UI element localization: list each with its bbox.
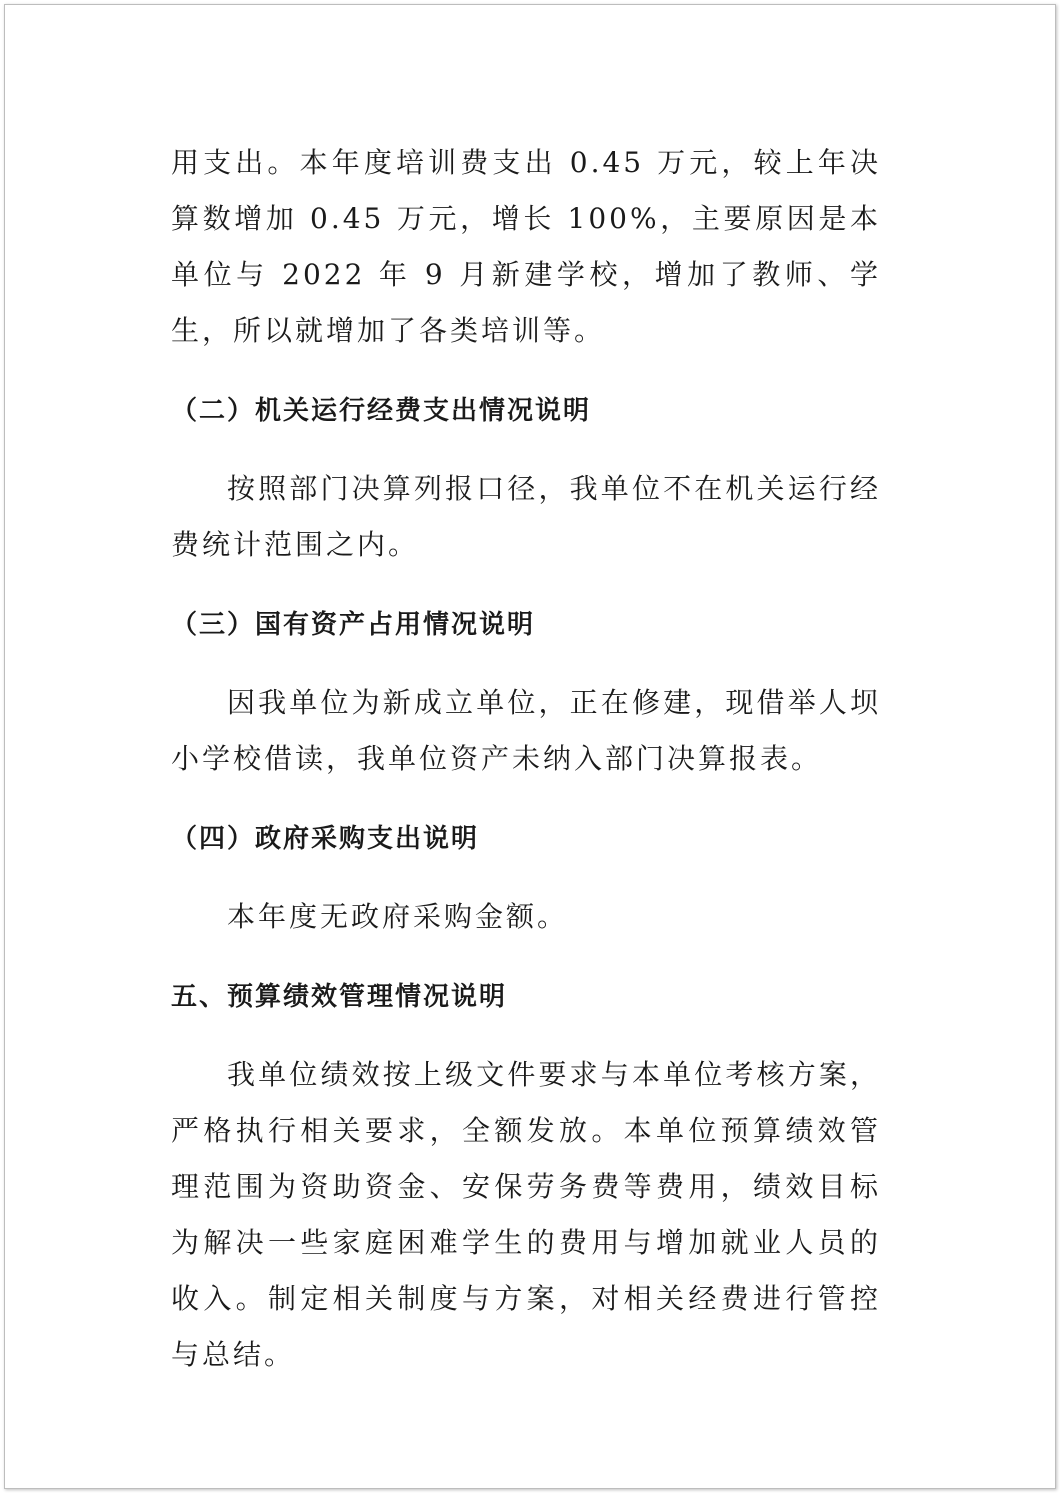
paragraph-operating-expenses: 按照部门决算列报口径，我单位不在机关运行经费统计范围之内。 bbox=[171, 472, 881, 561]
heading-government-procurement: （四）政府采购支出说明 bbox=[171, 824, 480, 854]
paragraph-state-assets: 因我单位为新成立单位，正在修建，现借举人坝小学校借读，我单位资产未纳入部门决算报表。 bbox=[171, 686, 881, 775]
document-body bbox=[171, 135, 881, 1383]
paragraph-training-expense: 用支出。本年度培训费支出 0.45 万元，较上年决算数增加 0.45 万元，增长 100%，主要原因是本单位与 2022 年 9 月新建学校，增加了教师、学生，所以就增加了各类培训等。 bbox=[171, 146, 881, 347]
paragraph-performance-management: 我单位绩效按上级文件要求与本单位考核方案，严格执行相关要求，全额发放。本单位预算绩效管理范围为资助资金、安保劳务费等费用，绩效目标为解决一些家庭困难学生的费用与增加就业人员的收入。制定相关制度与方案，对相关经费进行管控与总结。 bbox=[171, 1058, 881, 1371]
paragraph-government-procurement: 本年度无政府采购金额。 bbox=[227, 900, 569, 933]
heading-state-assets: （三）国有资产占用情况说明 bbox=[171, 610, 536, 640]
heading-operating-expenses: （二）机关运行经费支出情况说明 bbox=[171, 396, 592, 426]
heading-performance-management: 五、预算绩效管理情况说明 bbox=[171, 982, 508, 1012]
document-page bbox=[4, 4, 1056, 1489]
